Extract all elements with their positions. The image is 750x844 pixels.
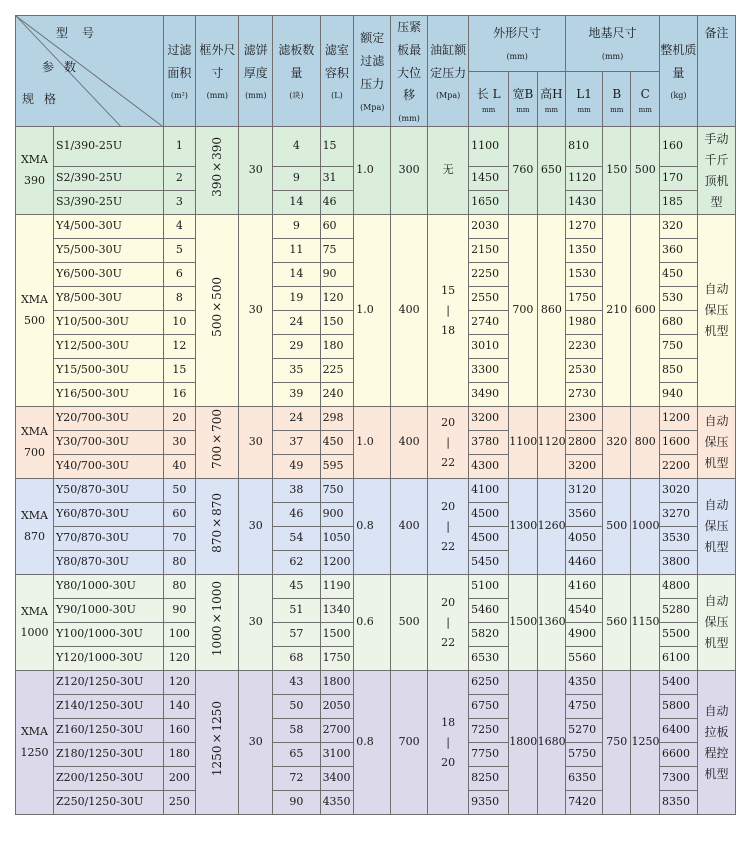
- area-cell: 12: [163, 335, 196, 359]
- length-cell: 6530: [469, 647, 509, 671]
- header-base-dimensions: 地基尺寸 (mm): [566, 16, 660, 72]
- volume-cell: 180: [320, 335, 354, 359]
- length-cell: 2250: [469, 263, 509, 287]
- volume-cell: 450: [320, 431, 354, 455]
- volume-cell: 1190: [320, 575, 354, 599]
- weight-cell: 160: [659, 127, 697, 167]
- l1-cell: 2230: [566, 335, 603, 359]
- volume-cell: 240: [320, 383, 354, 407]
- spec-cell: S2/390-25U: [53, 167, 163, 191]
- l1-cell: 3120: [566, 479, 603, 503]
- l1-cell: 1980: [566, 311, 603, 335]
- volume-cell: 1200: [320, 551, 354, 575]
- header-outer-dimensions: 外形尺寸 (mm): [469, 16, 566, 72]
- weight-cell: 6400: [659, 719, 697, 743]
- header-outer-length: 长 L mm: [469, 71, 509, 127]
- length-cell: 3200: [469, 407, 509, 431]
- cylinder-cell: 20 | 22: [428, 407, 469, 479]
- area-cell: 50: [163, 479, 196, 503]
- length-cell: 3300: [469, 359, 509, 383]
- volume-cell: 120: [320, 287, 354, 311]
- area-cell: 70: [163, 527, 196, 551]
- l1-cell: 2800: [566, 431, 603, 455]
- height-cell: 1360: [537, 575, 565, 671]
- cylinder-cell: 15 | 18: [428, 215, 469, 407]
- spec-cell: Y20/700-30U: [53, 407, 163, 431]
- l1-cell: 5560: [566, 647, 603, 671]
- cylinder-cell: 20 | 22: [428, 575, 469, 671]
- frame-cell: 390×390: [196, 127, 239, 215]
- area-cell: 160: [163, 719, 196, 743]
- plates-cell: 45: [273, 575, 320, 599]
- l1-cell: 1430: [566, 191, 603, 215]
- length-cell: 1450: [469, 167, 509, 191]
- pressure-cell: 1.0: [354, 407, 391, 479]
- pressure-cell: 0.6: [354, 575, 391, 671]
- length-cell: 7750: [469, 743, 509, 767]
- spec-cell: Y30/700-30U: [53, 431, 163, 455]
- weight-cell: 320: [659, 215, 697, 239]
- base-b-cell: 320: [603, 407, 631, 479]
- volume-cell: 46: [320, 191, 354, 215]
- area-cell: 2: [163, 167, 196, 191]
- volume-cell: 595: [320, 455, 354, 479]
- weight-cell: 530: [659, 287, 697, 311]
- header-base-b: B mm: [603, 71, 631, 127]
- spec-cell: Y8/500-30U: [53, 287, 163, 311]
- header-params-label: 参数: [42, 60, 87, 74]
- length-cell: 4500: [469, 503, 509, 527]
- header-plates: 滤板数量 (块): [273, 16, 320, 127]
- weight-cell: 1200: [659, 407, 697, 431]
- width-cell: 1300: [509, 479, 537, 575]
- plates-cell: 39: [273, 383, 320, 407]
- length-cell: 1100: [469, 127, 509, 167]
- cake-cell: 30: [239, 479, 273, 575]
- weight-cell: 1600: [659, 431, 697, 455]
- table-row: [16, 575, 736, 599]
- area-cell: 90: [163, 599, 196, 623]
- frame-cell: 870×870: [196, 479, 239, 575]
- plates-cell: 51: [273, 599, 320, 623]
- filter-press-spec-table: [15, 15, 736, 815]
- l1-cell: 4750: [566, 695, 603, 719]
- length-cell: 3490: [469, 383, 509, 407]
- frame-cell: 700×700: [196, 407, 239, 479]
- plates-cell: 24: [273, 407, 320, 431]
- plates-cell: 14: [273, 263, 320, 287]
- weight-cell: 360: [659, 239, 697, 263]
- volume-cell: 225: [320, 359, 354, 383]
- header-outer-width: 宽B mm: [509, 71, 537, 127]
- area-cell: 200: [163, 767, 196, 791]
- plates-cell: 19: [273, 287, 320, 311]
- height-cell: 1680: [537, 671, 565, 815]
- length-cell: 3780: [469, 431, 509, 455]
- width-cell: 1500: [509, 575, 537, 671]
- frame-cell: 1250×1250: [196, 671, 239, 815]
- area-cell: 140: [163, 695, 196, 719]
- volume-cell: 750: [320, 479, 354, 503]
- plates-cell: 38: [273, 479, 320, 503]
- weight-cell: 4800: [659, 575, 697, 599]
- spec-cell: Y10/500-30U: [53, 311, 163, 335]
- spec-table-body: [16, 127, 736, 815]
- weight-cell: 940: [659, 383, 697, 407]
- base-b-cell: 750: [603, 671, 631, 815]
- weight-cell: 680: [659, 311, 697, 335]
- width-cell: 1100: [509, 407, 537, 479]
- area-cell: 120: [163, 647, 196, 671]
- base-b-cell: 560: [603, 575, 631, 671]
- weight-cell: 6100: [659, 647, 697, 671]
- length-cell: 3010: [469, 335, 509, 359]
- plates-cell: 24: [273, 311, 320, 335]
- spec-cell: Y6/500-30U: [53, 263, 163, 287]
- plates-cell: 9: [273, 167, 320, 191]
- volume-cell: 60: [320, 215, 354, 239]
- frame-cell: 1000×1000: [196, 575, 239, 671]
- weight-cell: 5800: [659, 695, 697, 719]
- area-cell: 8: [163, 287, 196, 311]
- length-cell: 7250: [469, 719, 509, 743]
- plates-cell: 58: [273, 719, 320, 743]
- header-cake: 滤饼厚度 (mm): [239, 16, 273, 127]
- area-cell: 3: [163, 191, 196, 215]
- area-cell: 5: [163, 239, 196, 263]
- cylinder-cell: 无: [428, 127, 469, 215]
- spec-cell: S3/390-25U: [53, 191, 163, 215]
- base-c-cell: 1250: [631, 671, 659, 815]
- plates-cell: 4: [273, 127, 320, 167]
- spec-cell: Z160/1250-30U: [53, 719, 163, 743]
- length-cell: 5460: [469, 599, 509, 623]
- spec-cell: Y5/500-30U: [53, 239, 163, 263]
- weight-cell: 3270: [659, 503, 697, 527]
- spec-cell: Y120/1000-30U: [53, 647, 163, 671]
- spec-cell: Y60/870-30U: [53, 503, 163, 527]
- weight-cell: 850: [659, 359, 697, 383]
- spec-cell: S1/390-25U: [53, 127, 163, 167]
- l1-cell: 6350: [566, 767, 603, 791]
- header-cylinder: 油缸额定压力 (Mpa): [428, 16, 469, 127]
- area-cell: 15: [163, 359, 196, 383]
- base-c-cell: 800: [631, 407, 659, 479]
- volume-cell: 1800: [320, 671, 354, 695]
- l1-cell: 3560: [566, 503, 603, 527]
- l1-cell: 1350: [566, 239, 603, 263]
- l1-cell: 5270: [566, 719, 603, 743]
- volume-cell: 15: [320, 127, 354, 167]
- stroke-cell: 400: [391, 407, 428, 479]
- cake-cell: 30: [239, 671, 273, 815]
- volume-cell: 2050: [320, 695, 354, 719]
- width-cell: 1800: [509, 671, 537, 815]
- area-cell: 30: [163, 431, 196, 455]
- weight-cell: 5280: [659, 599, 697, 623]
- table-row: [16, 671, 736, 695]
- weight-cell: 450: [659, 263, 697, 287]
- plates-cell: 11: [273, 239, 320, 263]
- weight-cell: 5400: [659, 671, 697, 695]
- table-row: [16, 407, 736, 431]
- length-cell: 2030: [469, 215, 509, 239]
- area-cell: 1: [163, 127, 196, 167]
- weight-cell: 8350: [659, 791, 697, 815]
- table-row: [16, 479, 736, 503]
- spec-cell: Y80/1000-30U: [53, 575, 163, 599]
- spec-cell: Z250/1250-30U: [53, 791, 163, 815]
- series-cell: XMA 1250: [16, 671, 54, 815]
- volume-cell: 2700: [320, 719, 354, 743]
- plates-cell: 49: [273, 455, 320, 479]
- length-cell: 4300: [469, 455, 509, 479]
- header-pressure: 额定过滤压力 (Mpa): [354, 16, 391, 127]
- volume-cell: 1500: [320, 623, 354, 647]
- header-frame: 框外尺寸 (mm): [196, 16, 239, 127]
- cake-cell: 30: [239, 575, 273, 671]
- remark-cell: 自动 保压 机型: [697, 215, 735, 407]
- weight-cell: 7300: [659, 767, 697, 791]
- spec-cell: Z140/1250-30U: [53, 695, 163, 719]
- length-cell: 2740: [469, 311, 509, 335]
- series-cell: XMA 1000: [16, 575, 54, 671]
- stroke-cell: 700: [391, 671, 428, 815]
- remark-cell: 手动 千斤 顶机 型: [697, 127, 735, 215]
- volume-cell: 298: [320, 407, 354, 431]
- header-model-label: 型号: [56, 26, 109, 40]
- plates-cell: 35: [273, 359, 320, 383]
- area-cell: 4: [163, 215, 196, 239]
- spec-cell: Y70/870-30U: [53, 527, 163, 551]
- remark-cell: 自动 保压 机型: [697, 479, 735, 575]
- length-cell: 2150: [469, 239, 509, 263]
- spec-cell: Y4/500-30U: [53, 215, 163, 239]
- l1-cell: 4050: [566, 527, 603, 551]
- base-b-cell: 150: [603, 127, 631, 215]
- l1-cell: 1750: [566, 287, 603, 311]
- plates-cell: 72: [273, 767, 320, 791]
- volume-cell: 1340: [320, 599, 354, 623]
- weight-cell: 750: [659, 335, 697, 359]
- area-cell: 16: [163, 383, 196, 407]
- header-area: 过滤面积 (m²): [163, 16, 196, 127]
- volume-cell: 3400: [320, 767, 354, 791]
- remark-cell: 自动 保压 机型: [697, 575, 735, 671]
- area-cell: 180: [163, 743, 196, 767]
- stroke-cell: 300: [391, 127, 428, 215]
- series-cell: XMA 500: [16, 215, 54, 407]
- volume-cell: 31: [320, 167, 354, 191]
- length-cell: 9350: [469, 791, 509, 815]
- volume-cell: 4350: [320, 791, 354, 815]
- series-cell: XMA 870: [16, 479, 54, 575]
- length-cell: 6750: [469, 695, 509, 719]
- cake-cell: 30: [239, 407, 273, 479]
- base-b-cell: 210: [603, 215, 631, 407]
- header-base-l1: L1 mm: [566, 71, 603, 127]
- base-c-cell: 600: [631, 215, 659, 407]
- weight-cell: 170: [659, 167, 697, 191]
- remark-cell: 自动 拉板 程控 机型: [697, 671, 735, 815]
- spec-cell: Z180/1250-30U: [53, 743, 163, 767]
- height-cell: 860: [537, 215, 565, 407]
- length-cell: 1650: [469, 191, 509, 215]
- area-cell: 10: [163, 311, 196, 335]
- length-cell: 6250: [469, 671, 509, 695]
- l1-cell: 4460: [566, 551, 603, 575]
- weight-cell: 2200: [659, 455, 697, 479]
- length-cell: 4500: [469, 527, 509, 551]
- weight-cell: 3020: [659, 479, 697, 503]
- area-cell: 250: [163, 791, 196, 815]
- spec-cell: Z120/1250-30U: [53, 671, 163, 695]
- plates-cell: 57: [273, 623, 320, 647]
- spec-cell: Y12/500-30U: [53, 335, 163, 359]
- cylinder-cell: 20 | 22: [428, 479, 469, 575]
- table-row: [16, 215, 736, 239]
- header-volume: 滤室容积 (L): [320, 16, 354, 127]
- length-cell: 5450: [469, 551, 509, 575]
- header-base-c: C mm: [631, 71, 659, 127]
- l1-cell: 4160: [566, 575, 603, 599]
- volume-cell: 1050: [320, 527, 354, 551]
- plates-cell: 9: [273, 215, 320, 239]
- plates-cell: 43: [273, 671, 320, 695]
- base-b-cell: 500: [603, 479, 631, 575]
- header-outer-height: 高H mm: [537, 71, 565, 127]
- plates-cell: 14: [273, 191, 320, 215]
- l1-cell: 2300: [566, 407, 603, 431]
- l1-cell: 1270: [566, 215, 603, 239]
- volume-cell: 3100: [320, 743, 354, 767]
- weight-cell: 3800: [659, 551, 697, 575]
- area-cell: 60: [163, 503, 196, 527]
- weight-cell: 3530: [659, 527, 697, 551]
- area-cell: 40: [163, 455, 196, 479]
- plates-cell: 62: [273, 551, 320, 575]
- l1-cell: 5750: [566, 743, 603, 767]
- plates-cell: 65: [273, 743, 320, 767]
- volume-cell: 1750: [320, 647, 354, 671]
- area-cell: 100: [163, 623, 196, 647]
- frame-cell: 500×500: [196, 215, 239, 407]
- spec-cell: Y16/500-30U: [53, 383, 163, 407]
- plates-cell: 54: [273, 527, 320, 551]
- width-cell: 760: [509, 127, 537, 215]
- l1-cell: 4900: [566, 623, 603, 647]
- header-spec-label: 规格: [22, 92, 67, 106]
- base-c-cell: 1000: [631, 479, 659, 575]
- spec-cell: Y100/1000-30U: [53, 623, 163, 647]
- plates-cell: 29: [273, 335, 320, 359]
- remark-cell: 自动 保压 机型: [697, 407, 735, 479]
- weight-cell: 6600: [659, 743, 697, 767]
- spec-cell: Y15/500-30U: [53, 359, 163, 383]
- series-cell: XMA 700: [16, 407, 54, 479]
- stroke-cell: 500: [391, 575, 428, 671]
- volume-cell: 900: [320, 503, 354, 527]
- l1-cell: 1120: [566, 167, 603, 191]
- series-cell: XMA 390: [16, 127, 54, 215]
- length-cell: 5100: [469, 575, 509, 599]
- l1-cell: 2530: [566, 359, 603, 383]
- volume-cell: 150: [320, 311, 354, 335]
- spec-cell: Y80/870-30U: [53, 551, 163, 575]
- cake-cell: 30: [239, 215, 273, 407]
- l1-cell: 4350: [566, 671, 603, 695]
- length-cell: 4100: [469, 479, 509, 503]
- l1-cell: 4540: [566, 599, 603, 623]
- corner-header-cell: [16, 16, 164, 127]
- height-cell: 1120: [537, 407, 565, 479]
- header-weight: 整机质量 (kg): [659, 16, 697, 127]
- l1-cell: 810: [566, 127, 603, 167]
- spec-cell: Z200/1250-30U: [53, 767, 163, 791]
- plates-cell: 46: [273, 503, 320, 527]
- l1-cell: 1530: [566, 263, 603, 287]
- area-cell: 6: [163, 263, 196, 287]
- pressure-cell: 0.8: [354, 671, 391, 815]
- area-cell: 120: [163, 671, 196, 695]
- base-c-cell: 1150: [631, 575, 659, 671]
- length-cell: 5820: [469, 623, 509, 647]
- plates-cell: 50: [273, 695, 320, 719]
- height-cell: 650: [537, 127, 565, 215]
- header-stroke: 压紧板最大位移 (mm): [391, 16, 428, 127]
- length-cell: 8250: [469, 767, 509, 791]
- pressure-cell: 1.0: [354, 127, 391, 215]
- weight-cell: 5500: [659, 623, 697, 647]
- stroke-cell: 400: [391, 479, 428, 575]
- l1-cell: 7420: [566, 791, 603, 815]
- spec-cell: Y40/700-30U: [53, 455, 163, 479]
- height-cell: 1260: [537, 479, 565, 575]
- table-row: [16, 127, 736, 167]
- cylinder-cell: 18 | 20: [428, 671, 469, 815]
- area-cell: 20: [163, 407, 196, 431]
- width-cell: 700: [509, 215, 537, 407]
- header-remark: 备注: [697, 16, 735, 127]
- l1-cell: 3200: [566, 455, 603, 479]
- volume-cell: 75: [320, 239, 354, 263]
- l1-cell: 2730: [566, 383, 603, 407]
- weight-cell: 185: [659, 191, 697, 215]
- pressure-cell: 0.8: [354, 479, 391, 575]
- plates-cell: 68: [273, 647, 320, 671]
- spec-cell: Y50/870-30U: [53, 479, 163, 503]
- base-c-cell: 500: [631, 127, 659, 215]
- plates-cell: 37: [273, 431, 320, 455]
- cake-cell: 30: [239, 127, 273, 215]
- length-cell: 2550: [469, 287, 509, 311]
- pressure-cell: 1.0: [354, 215, 391, 407]
- plates-cell: 90: [273, 791, 320, 815]
- volume-cell: 90: [320, 263, 354, 287]
- stroke-cell: 400: [391, 215, 428, 407]
- area-cell: 80: [163, 551, 196, 575]
- spec-cell: Y90/1000-30U: [53, 599, 163, 623]
- area-cell: 80: [163, 575, 196, 599]
